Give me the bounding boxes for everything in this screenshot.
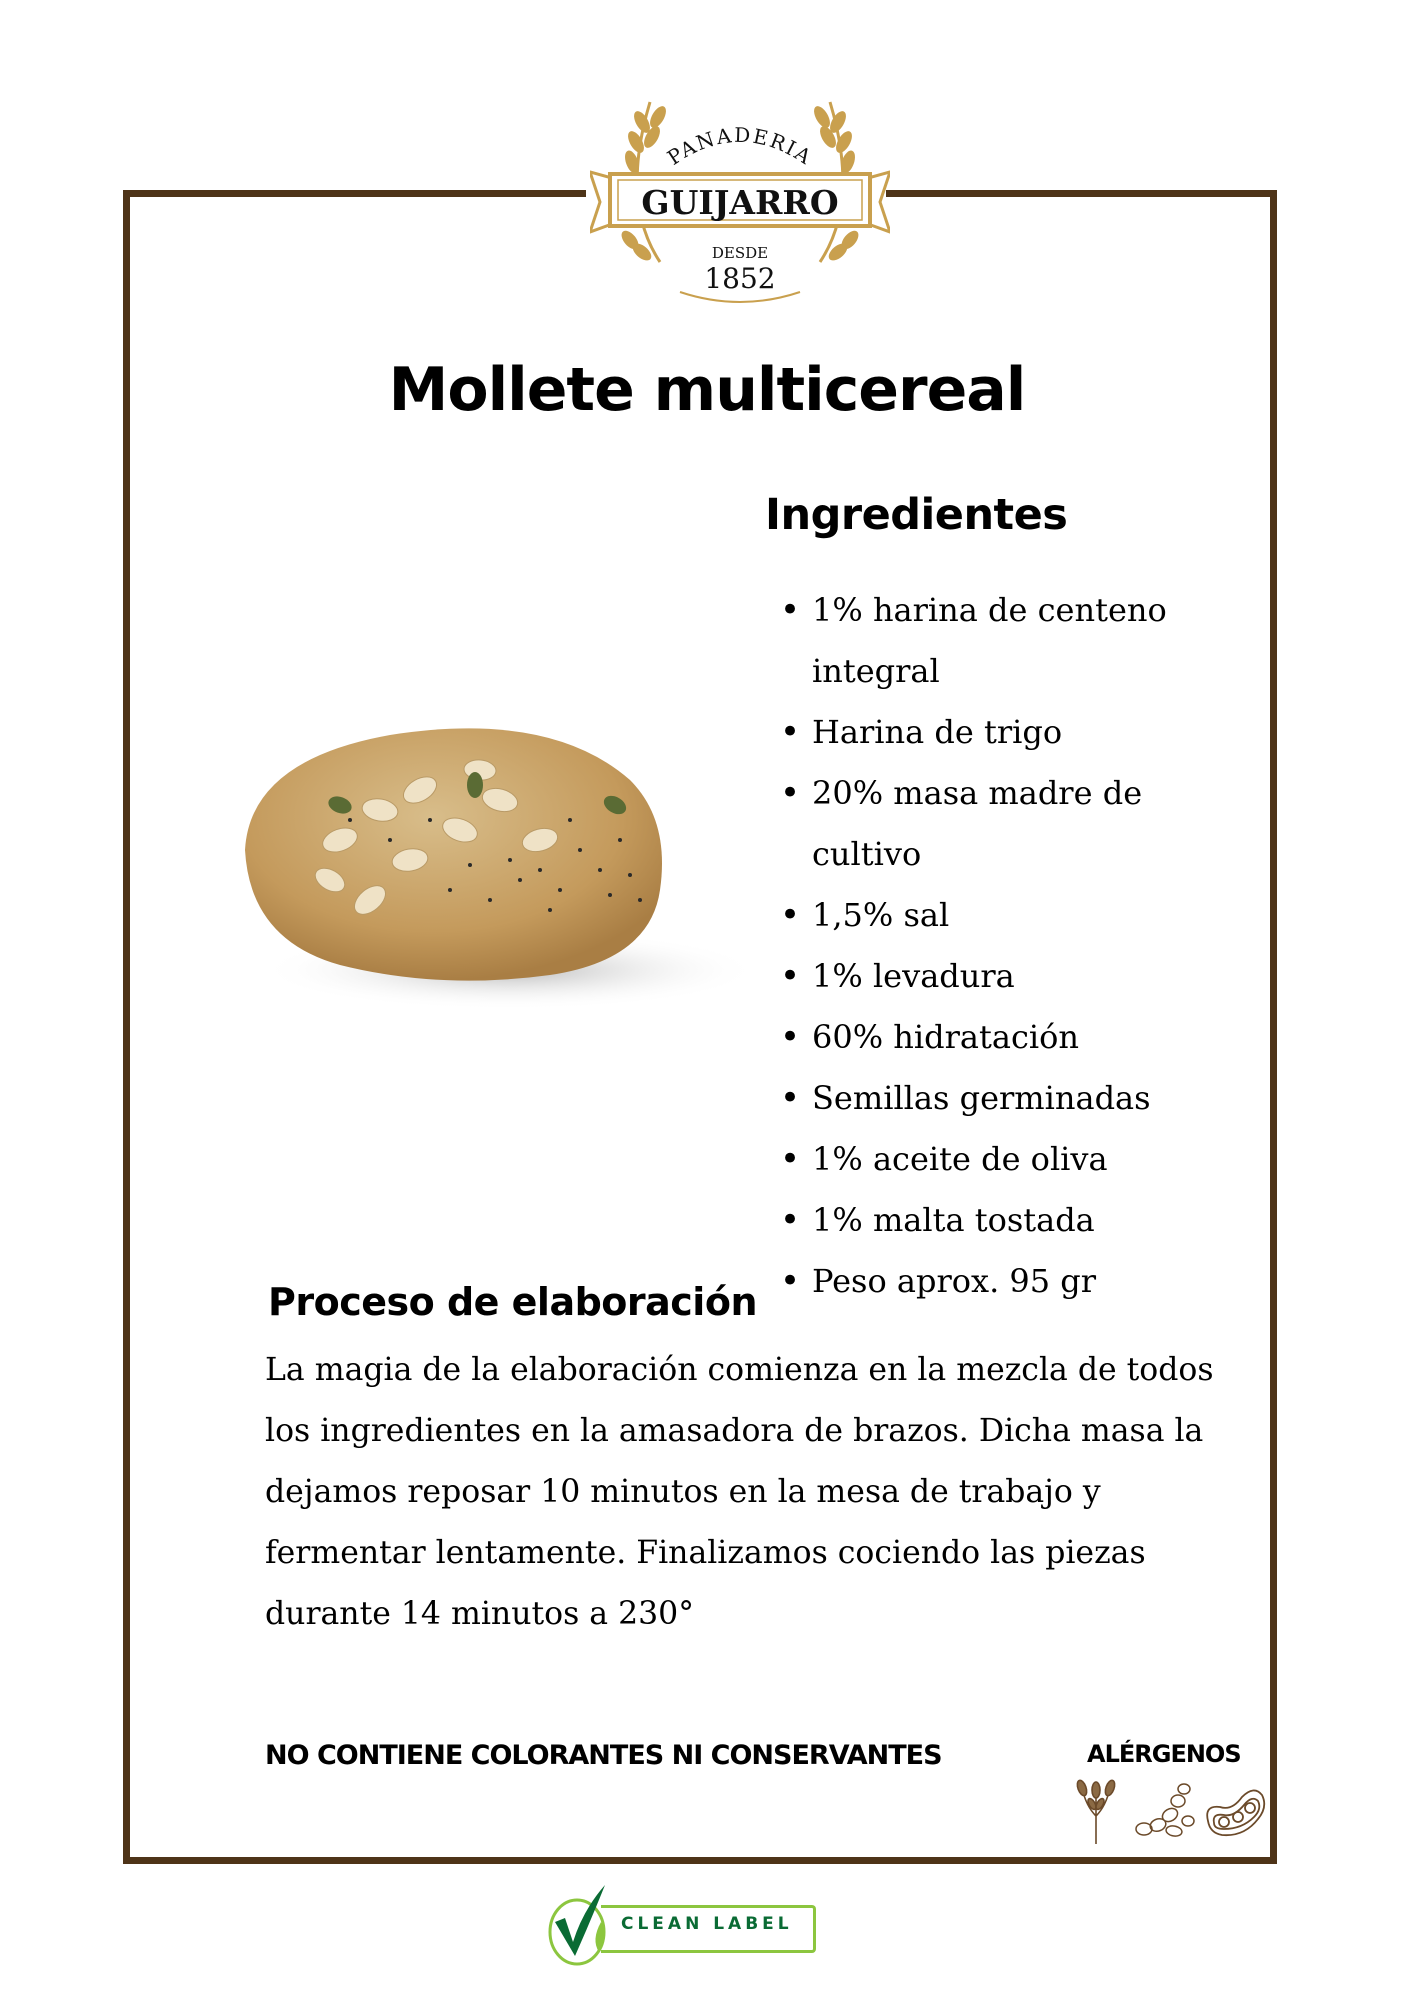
process-description: La magia de la elaboración comienza en la mezcla de todos los ingredientes en la amasadora de brazos. Dicha masa la dejamos reposar 10 minutos en la mesa de trabajo y fermentar lentamente. Finalizamos cociendo las piezas durante 14 minutos a 230°: [265, 1352, 1214, 1632]
allergens-heading: ALÉRGENOS: [1087, 1740, 1241, 1768]
ingredient-item: • Semillas germinadas: [780, 1068, 1250, 1129]
svg-text:DESDE: DESDE: [711, 244, 769, 262]
bakery-logo: [590, 62, 890, 312]
svg-text:GUIJARRO: GUIJARRO: [641, 183, 839, 222]
ingredient-item: • Harina de trigo: [780, 702, 1250, 763]
nuts-icon: [1130, 1781, 1196, 1845]
ingredients-heading: Ingredientes: [765, 490, 1068, 540]
clean-label-text: CLEAN LABEL: [621, 1914, 793, 1934]
ingredients-list: [780, 580, 1250, 1312]
ingredient-item: • 1,5% sal: [780, 885, 1250, 946]
ingredient-item: • 20% masa madre de cultivo: [780, 763, 1250, 885]
soy-icon: [1202, 1781, 1268, 1845]
svg-text:PANADERIA: PANADERIA: [662, 122, 818, 170]
allergen-icons: [1068, 1778, 1268, 1848]
product-image: [220, 700, 760, 1030]
no-additives-notice: NO CONTIENE COLORANTES NI CONSERVANTES: [265, 1740, 942, 1771]
product-title: Mollete multicereal: [388, 355, 1026, 425]
process-heading: Proceso de elaboración: [268, 1280, 757, 1324]
svg-text:1852: 1852: [704, 262, 776, 295]
ingredient-item: • 1% levadura: [780, 946, 1250, 1007]
ingredient-item: • 1% aceite de oliva: [780, 1129, 1250, 1190]
clean-label-badge: [543, 1880, 823, 1970]
checkmark-icon: [543, 1880, 623, 1970]
ingredient-item: • 60% hidratación: [780, 1007, 1250, 1068]
ingredient-item: • 1% malta tostada: [780, 1190, 1250, 1251]
ingredient-item: • Peso aprox. 95 gr: [780, 1251, 1250, 1312]
wheat-icon: [1068, 1776, 1124, 1850]
ingredient-item: • 1% harina de centeno integral: [780, 580, 1250, 702]
